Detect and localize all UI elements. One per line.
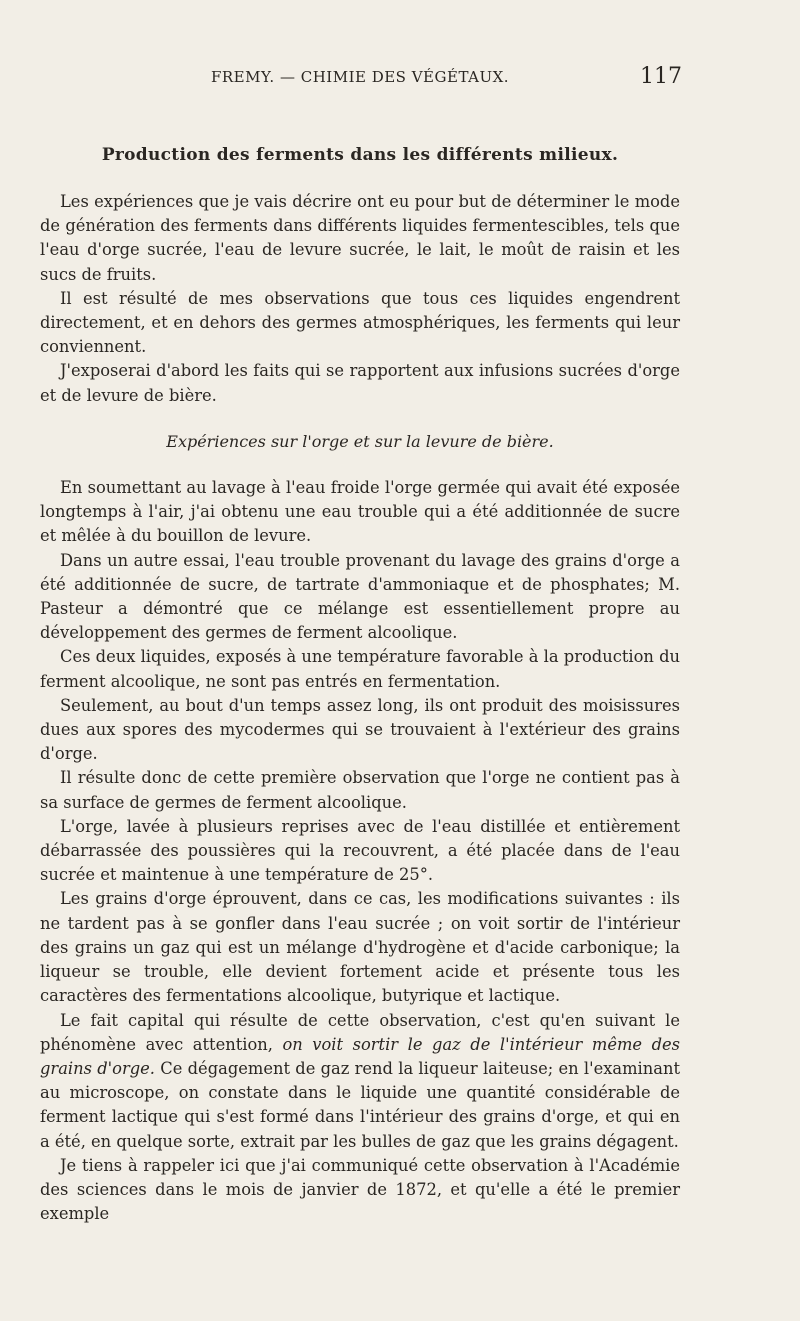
section-title: Production des ferments dans les différents milieux. xyxy=(101,145,619,165)
page-number: 117 xyxy=(640,64,682,89)
running-title: FREMY. — CHIMIE DES VÉGÉTAUX. xyxy=(210,68,510,86)
paragraph: Il résulte donc de cette première observation que l'orge ne contient pas à sa surface de germes de ferment alcoolique. xyxy=(40,768,680,812)
paragraph-with-italic xyxy=(40,1009,680,1154)
running-head xyxy=(40,64,680,88)
paragraph: Il est résulté de mes observations que tous ces liquides engendrent directement, et en dehors des germes atmosphériques, les ferments qui leur conviennent. xyxy=(40,288,680,357)
paragraph: En soumettant au lavage à l'eau froide l'orge germée qui avait été exposée longtemps à l'air, j'ai obtenu une eau trouble qui a été additionnée de sucre et mêlée à du bouillon de levure. xyxy=(40,478,680,546)
paragraph: Les expériences que je vais décrire ont eu pour but de déterminer le mode de génération des ferments dans différents liquides fermentescibles, tels que l'eau d'orge sucrée, l'eau de levure sucrée, le lait, le moût de raisin et les sucs de fruits. xyxy=(40,192,680,284)
italic-text-run: on voit sortir le gaz de l'intérieur même des grains d'orge. xyxy=(40,1034,680,1078)
paragraph: Dans un autre essai, l'eau trouble provenant du lavage des grains d'orge a été additionnée de sucre, de tartrate d'ammoniaque et de phosphates; M. Pasteur a démontré que ce mélange est essentiellement propre au développement des germes de ferment alcoolique. xyxy=(40,550,680,643)
paragraph: Ces deux liquides, exposés à une température favorable à la production du ferment alcoolique, ne sont pas entrés en fermentation. xyxy=(40,647,680,691)
paragraph: J'exposerai d'abord les faits qui se rapportent aux infusions sucrées d'orge et de levure de bière. xyxy=(40,361,680,405)
body-text xyxy=(40,190,680,1226)
paragraph: Les grains d'orge éprouvent, dans ce cas, les modifications suivantes : ils ne tardent pas à se gonfler dans l'eau sucrée ; on voit sortir de l'intérieur des grains un gaz qui est un mélange d'hydrogène et d'acide carbonique; la liqueur se trouble, elle devient fortement acide et présente tous les caractères des fermentations alcoolique, butyrique et lactique. xyxy=(40,889,680,1006)
paragraph: L'orge, lavée à plusieurs reprises avec de l'eau distillée et entièrement débarrassée des poussières qui la recouvrent, a été placée dans de l'eau sucrée et maintenue à une température de 25°. xyxy=(40,816,680,885)
text-run: Ce dégagement de gaz rend la liqueur laiteuse; en l'examinant au microscope, on constate dans le liquide une quantité considérable de ferment lactique qui s'est formé dans l'intérieur des grains d'orge, et qui en a été, en quelque sorte, extrait par les bulles de gaz que les grains dégagent. xyxy=(40,1058,680,1151)
subsection-title: Expériences sur l'orge et sur la levure de bière. xyxy=(166,431,554,451)
paragraph: Je tiens à rappeler ici que j'ai communiqué cette observation à l'Académie des sciences dans le mois de janvier de 1872, et qu'elle a été le premier exemple xyxy=(40,1155,680,1224)
text-run: Le fait capital qui résulte de cette observation, c'est qu'en suivant le phénomène avec attention, xyxy=(40,1010,680,1054)
paragraph: Seulement, au bout d'un temps assez long, ils ont produit des moisissures dues aux spores des mycodermes qui se trouvaient à l'extérieur des grains d'orge. xyxy=(40,695,680,764)
